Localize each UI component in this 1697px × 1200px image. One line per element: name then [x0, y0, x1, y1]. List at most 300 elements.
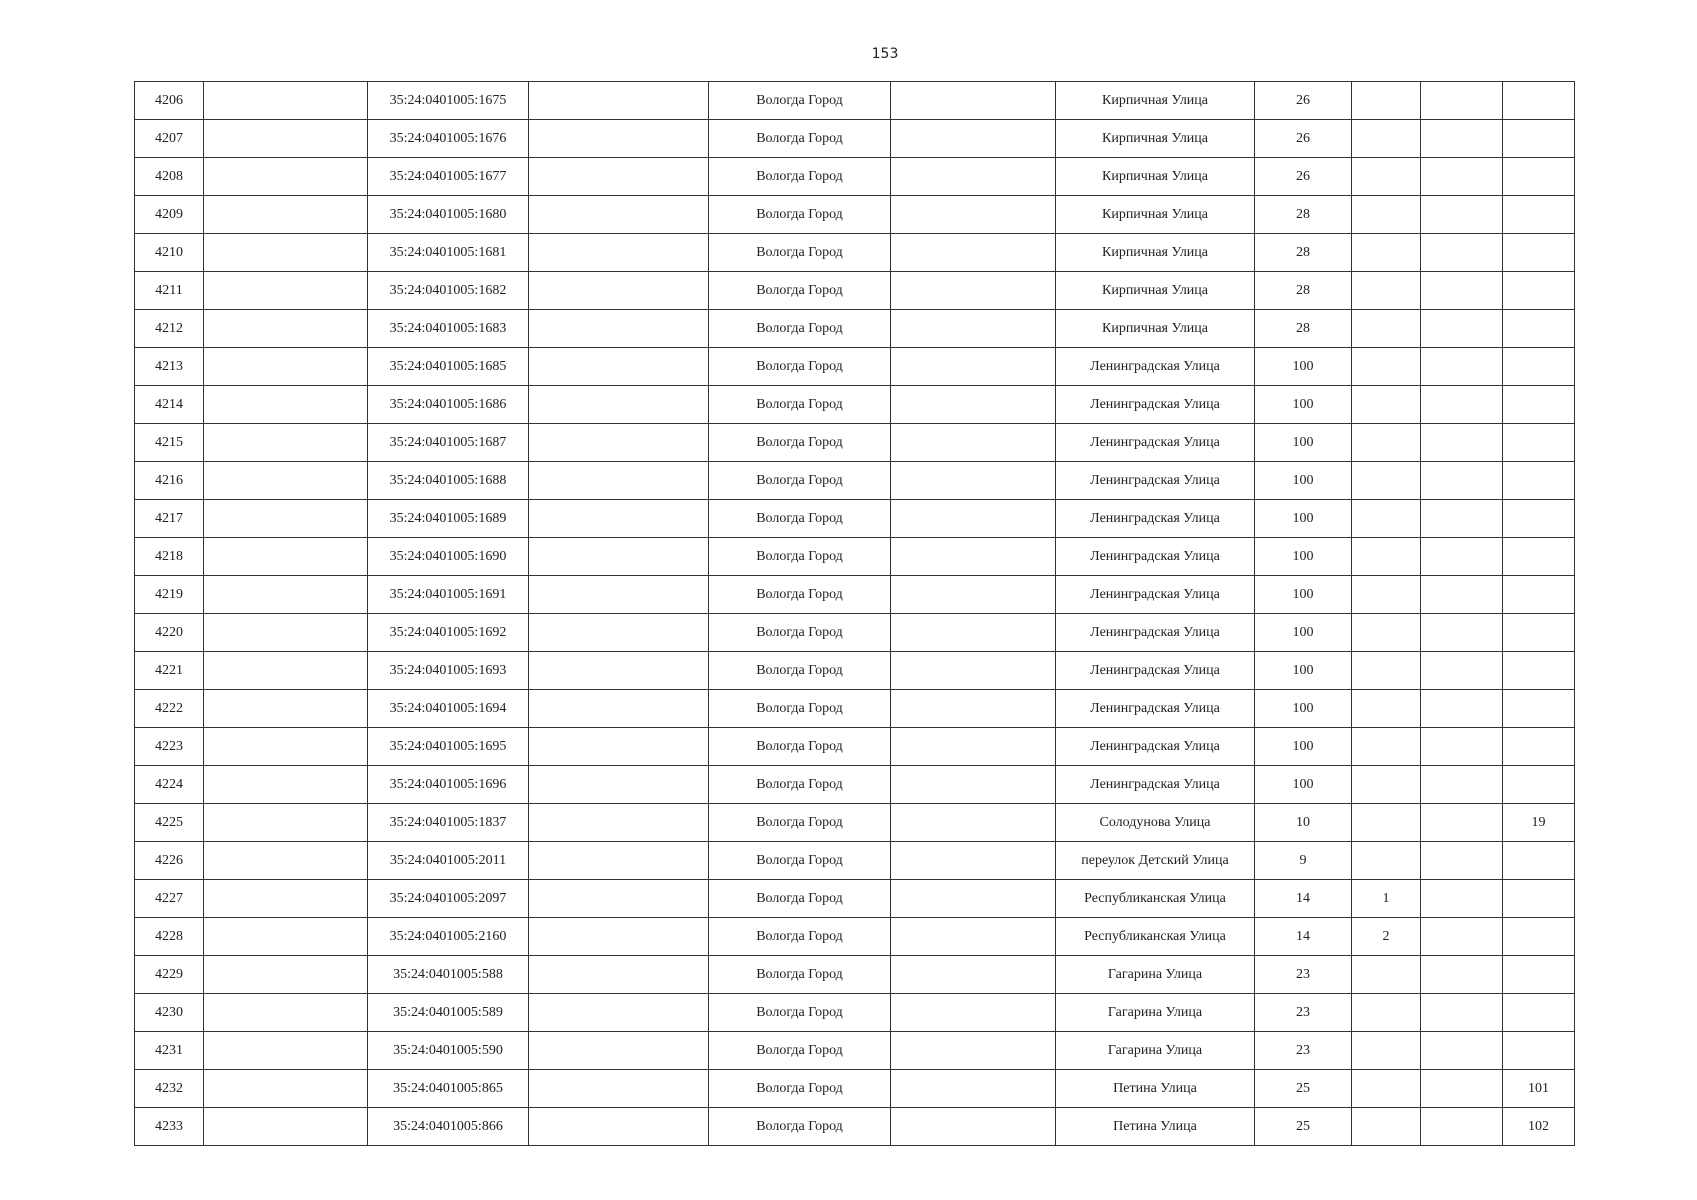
building-cell: [1352, 804, 1421, 842]
cadastral-number-cell: 35:24:0401005:1685: [368, 348, 529, 386]
cadastral-number-cell: 35:24:0401005:1689: [368, 500, 529, 538]
row-number-cell: 4211: [135, 272, 204, 310]
street-cell: Республиканская Улица: [1056, 918, 1255, 956]
cadastral-number-cell: 35:24:0401005:1693: [368, 652, 529, 690]
building-cell: 1: [1352, 880, 1421, 918]
empty-cell: [204, 348, 368, 386]
empty-cell: [891, 120, 1056, 158]
apartment-cell: [1503, 728, 1575, 766]
structure-cell: [1421, 196, 1503, 234]
house-cell: 100: [1255, 728, 1352, 766]
empty-cell: [891, 348, 1056, 386]
street-cell: Ленинградская Улица: [1056, 348, 1255, 386]
city-cell: Вологда Город: [709, 234, 891, 272]
empty-cell: [891, 310, 1056, 348]
empty-cell: [891, 234, 1056, 272]
row-number-cell: 4226: [135, 842, 204, 880]
building-cell: [1352, 272, 1421, 310]
empty-cell: [204, 880, 368, 918]
empty-cell: [891, 880, 1056, 918]
cadastral-number-cell: 35:24:0401005:1688: [368, 462, 529, 500]
empty-cell: [529, 804, 709, 842]
building-cell: [1352, 234, 1421, 272]
city-cell: Вологда Город: [709, 614, 891, 652]
registry-table-body: [135, 82, 1575, 1146]
house-cell: 28: [1255, 196, 1352, 234]
city-cell: Вологда Город: [709, 994, 891, 1032]
structure-cell: [1421, 1032, 1503, 1070]
street-cell: Кирпичная Улица: [1056, 82, 1255, 120]
empty-cell: [204, 1032, 368, 1070]
empty-cell: [529, 690, 709, 728]
cadastral-number-cell: 35:24:0401005:1687: [368, 424, 529, 462]
empty-cell: [891, 576, 1056, 614]
apartment-cell: [1503, 386, 1575, 424]
empty-cell: [891, 538, 1056, 576]
row-number-cell: 4206: [135, 82, 204, 120]
city-cell: Вологда Город: [709, 462, 891, 500]
apartment-cell: [1503, 158, 1575, 196]
building-cell: [1352, 728, 1421, 766]
building-cell: [1352, 652, 1421, 690]
cadastral-number-cell: 35:24:0401005:866: [368, 1108, 529, 1146]
row-number-cell: 4227: [135, 880, 204, 918]
table-row: [135, 576, 1575, 614]
street-cell: Ленинградская Улица: [1056, 652, 1255, 690]
house-cell: 100: [1255, 386, 1352, 424]
street-cell: Гагарина Улица: [1056, 994, 1255, 1032]
empty-cell: [891, 272, 1056, 310]
cadastral-number-cell: 35:24:0401005:1690: [368, 538, 529, 576]
empty-cell: [891, 918, 1056, 956]
house-cell: 28: [1255, 310, 1352, 348]
structure-cell: [1421, 500, 1503, 538]
row-number-cell: 4223: [135, 728, 204, 766]
structure-cell: [1421, 234, 1503, 272]
cadastral-number-cell: 35:24:0401005:1692: [368, 614, 529, 652]
house-cell: 100: [1255, 348, 1352, 386]
empty-cell: [529, 82, 709, 120]
house-cell: 25: [1255, 1108, 1352, 1146]
row-number-cell: 4208: [135, 158, 204, 196]
structure-cell: [1421, 842, 1503, 880]
apartment-cell: [1503, 310, 1575, 348]
row-number-cell: 4233: [135, 1108, 204, 1146]
house-cell: 9: [1255, 842, 1352, 880]
row-number-cell: 4231: [135, 1032, 204, 1070]
city-cell: Вологда Город: [709, 538, 891, 576]
structure-cell: [1421, 424, 1503, 462]
row-number-cell: 4228: [135, 918, 204, 956]
structure-cell: [1421, 1070, 1503, 1108]
cadastral-number-cell: 35:24:0401005:1682: [368, 272, 529, 310]
street-cell: Кирпичная Улица: [1056, 310, 1255, 348]
structure-cell: [1421, 614, 1503, 652]
cadastral-number-cell: 35:24:0401005:1691: [368, 576, 529, 614]
house-cell: 10: [1255, 804, 1352, 842]
empty-cell: [891, 462, 1056, 500]
empty-cell: [891, 804, 1056, 842]
empty-cell: [529, 120, 709, 158]
structure-cell: [1421, 158, 1503, 196]
empty-cell: [204, 386, 368, 424]
table-row: [135, 196, 1575, 234]
row-number-cell: 4215: [135, 424, 204, 462]
empty-cell: [529, 424, 709, 462]
house-cell: 26: [1255, 82, 1352, 120]
table-row: [135, 804, 1575, 842]
structure-cell: [1421, 880, 1503, 918]
structure-cell: [1421, 994, 1503, 1032]
empty-cell: [204, 576, 368, 614]
apartment-cell: [1503, 994, 1575, 1032]
building-cell: [1352, 462, 1421, 500]
table-row: [135, 956, 1575, 994]
table-row: [135, 424, 1575, 462]
city-cell: Вологда Город: [709, 310, 891, 348]
empty-cell: [529, 348, 709, 386]
table-row: [135, 348, 1575, 386]
registry-table: [134, 81, 1575, 1146]
house-cell: 100: [1255, 576, 1352, 614]
city-cell: Вологда Город: [709, 196, 891, 234]
house-cell: 100: [1255, 424, 1352, 462]
empty-cell: [529, 918, 709, 956]
city-cell: Вологда Город: [709, 424, 891, 462]
apartment-cell: [1503, 918, 1575, 956]
empty-cell: [529, 880, 709, 918]
apartment-cell: [1503, 348, 1575, 386]
table-row: [135, 652, 1575, 690]
cadastral-number-cell: 35:24:0401005:590: [368, 1032, 529, 1070]
building-cell: [1352, 424, 1421, 462]
building-cell: [1352, 1032, 1421, 1070]
apartment-cell: [1503, 652, 1575, 690]
empty-cell: [204, 956, 368, 994]
building-cell: [1352, 956, 1421, 994]
street-cell: Кирпичная Улица: [1056, 234, 1255, 272]
house-cell: 100: [1255, 500, 1352, 538]
empty-cell: [204, 842, 368, 880]
building-cell: [1352, 766, 1421, 804]
city-cell: Вологда Город: [709, 120, 891, 158]
table-row: [135, 842, 1575, 880]
empty-cell: [891, 386, 1056, 424]
table-row: [135, 880, 1575, 918]
empty-cell: [529, 462, 709, 500]
city-cell: Вологда Город: [709, 348, 891, 386]
table-row: [135, 994, 1575, 1032]
structure-cell: [1421, 690, 1503, 728]
house-cell: 25: [1255, 1070, 1352, 1108]
empty-cell: [891, 82, 1056, 120]
table-row: [135, 766, 1575, 804]
city-cell: Вологда Город: [709, 500, 891, 538]
structure-cell: [1421, 576, 1503, 614]
empty-cell: [529, 196, 709, 234]
city-cell: Вологда Город: [709, 804, 891, 842]
empty-cell: [204, 158, 368, 196]
structure-cell: [1421, 386, 1503, 424]
street-cell: Петина Улица: [1056, 1108, 1255, 1146]
empty-cell: [891, 1108, 1056, 1146]
table-row: [135, 538, 1575, 576]
table-row: [135, 462, 1575, 500]
cadastral-number-cell: 35:24:0401005:2011: [368, 842, 529, 880]
street-cell: Ленинградская Улица: [1056, 386, 1255, 424]
apartment-cell: [1503, 120, 1575, 158]
house-cell: 14: [1255, 918, 1352, 956]
city-cell: Вологда Город: [709, 1032, 891, 1070]
house-cell: 26: [1255, 158, 1352, 196]
empty-cell: [891, 158, 1056, 196]
house-cell: 100: [1255, 614, 1352, 652]
apartment-cell: [1503, 842, 1575, 880]
street-cell: Ленинградская Улица: [1056, 614, 1255, 652]
cadastral-number-cell: 35:24:0401005:1837: [368, 804, 529, 842]
apartment-cell: [1503, 880, 1575, 918]
street-cell: Гагарина Улица: [1056, 1032, 1255, 1070]
structure-cell: [1421, 804, 1503, 842]
empty-cell: [891, 652, 1056, 690]
street-cell: Гагарина Улица: [1056, 956, 1255, 994]
table-row: [135, 1032, 1575, 1070]
empty-cell: [204, 234, 368, 272]
empty-cell: [529, 538, 709, 576]
row-number-cell: 4220: [135, 614, 204, 652]
table-row: [135, 234, 1575, 272]
structure-cell: [1421, 82, 1503, 120]
building-cell: [1352, 500, 1421, 538]
street-cell: Ленинградская Улица: [1056, 462, 1255, 500]
apartment-cell: [1503, 538, 1575, 576]
apartment-cell: 101: [1503, 1070, 1575, 1108]
city-cell: Вологда Город: [709, 652, 891, 690]
empty-cell: [204, 538, 368, 576]
apartment-cell: 102: [1503, 1108, 1575, 1146]
empty-cell: [891, 196, 1056, 234]
cadastral-number-cell: 35:24:0401005:1677: [368, 158, 529, 196]
city-cell: Вологда Город: [709, 918, 891, 956]
structure-cell: [1421, 310, 1503, 348]
structure-cell: [1421, 462, 1503, 500]
apartment-cell: [1503, 690, 1575, 728]
row-number-cell: 4216: [135, 462, 204, 500]
row-number-cell: 4209: [135, 196, 204, 234]
row-number-cell: 4221: [135, 652, 204, 690]
empty-cell: [204, 690, 368, 728]
empty-cell: [891, 1032, 1056, 1070]
apartment-cell: [1503, 1032, 1575, 1070]
empty-cell: [891, 766, 1056, 804]
empty-cell: [529, 1032, 709, 1070]
cadastral-number-cell: 35:24:0401005:865: [368, 1070, 529, 1108]
apartment-cell: [1503, 462, 1575, 500]
cadastral-number-cell: 35:24:0401005:1696: [368, 766, 529, 804]
empty-cell: [204, 462, 368, 500]
row-number-cell: 4225: [135, 804, 204, 842]
building-cell: [1352, 690, 1421, 728]
house-cell: 100: [1255, 766, 1352, 804]
table-row: [135, 158, 1575, 196]
empty-cell: [204, 1070, 368, 1108]
street-cell: Петина Улица: [1056, 1070, 1255, 1108]
cadastral-number-cell: 35:24:0401005:1686: [368, 386, 529, 424]
table-row: [135, 728, 1575, 766]
apartment-cell: [1503, 614, 1575, 652]
house-cell: 23: [1255, 1032, 1352, 1070]
empty-cell: [891, 842, 1056, 880]
empty-cell: [204, 272, 368, 310]
street-cell: Кирпичная Улица: [1056, 120, 1255, 158]
table-row: [135, 310, 1575, 348]
empty-cell: [529, 842, 709, 880]
empty-cell: [891, 994, 1056, 1032]
house-cell: 100: [1255, 538, 1352, 576]
building-cell: [1352, 1108, 1421, 1146]
street-cell: Ленинградская Улица: [1056, 538, 1255, 576]
cadastral-number-cell: 35:24:0401005:1694: [368, 690, 529, 728]
empty-cell: [529, 234, 709, 272]
building-cell: [1352, 158, 1421, 196]
building-cell: [1352, 348, 1421, 386]
street-cell: Ленинградская Улица: [1056, 766, 1255, 804]
row-number-cell: 4219: [135, 576, 204, 614]
apartment-cell: [1503, 234, 1575, 272]
street-cell: Ленинградская Улица: [1056, 690, 1255, 728]
table-row: [135, 1108, 1575, 1146]
street-cell: Республиканская Улица: [1056, 880, 1255, 918]
city-cell: Вологда Город: [709, 386, 891, 424]
empty-cell: [204, 614, 368, 652]
apartment-cell: [1503, 766, 1575, 804]
empty-cell: [204, 1108, 368, 1146]
table-row: [135, 614, 1575, 652]
street-cell: Ленинградская Улица: [1056, 576, 1255, 614]
empty-cell: [529, 386, 709, 424]
street-cell: Кирпичная Улица: [1056, 272, 1255, 310]
empty-cell: [529, 500, 709, 538]
city-cell: Вологда Город: [709, 272, 891, 310]
building-cell: [1352, 386, 1421, 424]
empty-cell: [891, 690, 1056, 728]
empty-cell: [529, 310, 709, 348]
building-cell: 2: [1352, 918, 1421, 956]
house-cell: 23: [1255, 994, 1352, 1032]
city-cell: Вологда Город: [709, 728, 891, 766]
city-cell: Вологда Город: [709, 82, 891, 120]
apartment-cell: [1503, 82, 1575, 120]
empty-cell: [529, 576, 709, 614]
street-cell: переулок Детский Улица: [1056, 842, 1255, 880]
row-number-cell: 4229: [135, 956, 204, 994]
house-cell: 14: [1255, 880, 1352, 918]
empty-cell: [204, 652, 368, 690]
table-row: [135, 918, 1575, 956]
row-number-cell: 4230: [135, 994, 204, 1032]
table-row: [135, 82, 1575, 120]
structure-cell: [1421, 728, 1503, 766]
city-cell: Вологда Город: [709, 956, 891, 994]
structure-cell: [1421, 348, 1503, 386]
row-number-cell: 4207: [135, 120, 204, 158]
apartment-cell: [1503, 424, 1575, 462]
table-row: [135, 690, 1575, 728]
city-cell: Вологда Город: [709, 880, 891, 918]
cadastral-number-cell: 35:24:0401005:589: [368, 994, 529, 1032]
building-cell: [1352, 576, 1421, 614]
house-cell: 100: [1255, 690, 1352, 728]
empty-cell: [204, 766, 368, 804]
empty-cell: [529, 272, 709, 310]
empty-cell: [204, 500, 368, 538]
structure-cell: [1421, 120, 1503, 158]
row-number-cell: 4232: [135, 1070, 204, 1108]
house-cell: 28: [1255, 272, 1352, 310]
apartment-cell: [1503, 956, 1575, 994]
row-number-cell: 4213: [135, 348, 204, 386]
building-cell: [1352, 1070, 1421, 1108]
empty-cell: [891, 956, 1056, 994]
structure-cell: [1421, 272, 1503, 310]
house-cell: 26: [1255, 120, 1352, 158]
empty-cell: [204, 82, 368, 120]
empty-cell: [529, 1108, 709, 1146]
table-row: [135, 120, 1575, 158]
house-cell: 100: [1255, 652, 1352, 690]
street-cell: Кирпичная Улица: [1056, 196, 1255, 234]
empty-cell: [204, 424, 368, 462]
structure-cell: [1421, 766, 1503, 804]
table-row: [135, 500, 1575, 538]
building-cell: [1352, 82, 1421, 120]
apartment-cell: 19: [1503, 804, 1575, 842]
table-row: [135, 272, 1575, 310]
building-cell: [1352, 196, 1421, 234]
building-cell: [1352, 538, 1421, 576]
empty-cell: [891, 614, 1056, 652]
cadastral-number-cell: 35:24:0401005:1681: [368, 234, 529, 272]
empty-cell: [891, 1070, 1056, 1108]
empty-cell: [204, 120, 368, 158]
structure-cell: [1421, 538, 1503, 576]
structure-cell: [1421, 1108, 1503, 1146]
city-cell: Вологда Город: [709, 1108, 891, 1146]
empty-cell: [529, 158, 709, 196]
street-cell: Ленинградская Улица: [1056, 500, 1255, 538]
city-cell: Вологда Город: [709, 842, 891, 880]
row-number-cell: 4218: [135, 538, 204, 576]
empty-cell: [529, 614, 709, 652]
house-cell: 23: [1255, 956, 1352, 994]
cadastral-number-cell: 35:24:0401005:1683: [368, 310, 529, 348]
empty-cell: [529, 652, 709, 690]
empty-cell: [529, 994, 709, 1032]
row-number-cell: 4217: [135, 500, 204, 538]
empty-cell: [529, 766, 709, 804]
empty-cell: [204, 804, 368, 842]
building-cell: [1352, 842, 1421, 880]
row-number-cell: 4212: [135, 310, 204, 348]
cadastral-number-cell: 35:24:0401005:2097: [368, 880, 529, 918]
apartment-cell: [1503, 272, 1575, 310]
table-row: [135, 1070, 1575, 1108]
row-number-cell: 4214: [135, 386, 204, 424]
empty-cell: [204, 196, 368, 234]
building-cell: [1352, 120, 1421, 158]
cadastral-number-cell: 35:24:0401005:2160: [368, 918, 529, 956]
structure-cell: [1421, 918, 1503, 956]
